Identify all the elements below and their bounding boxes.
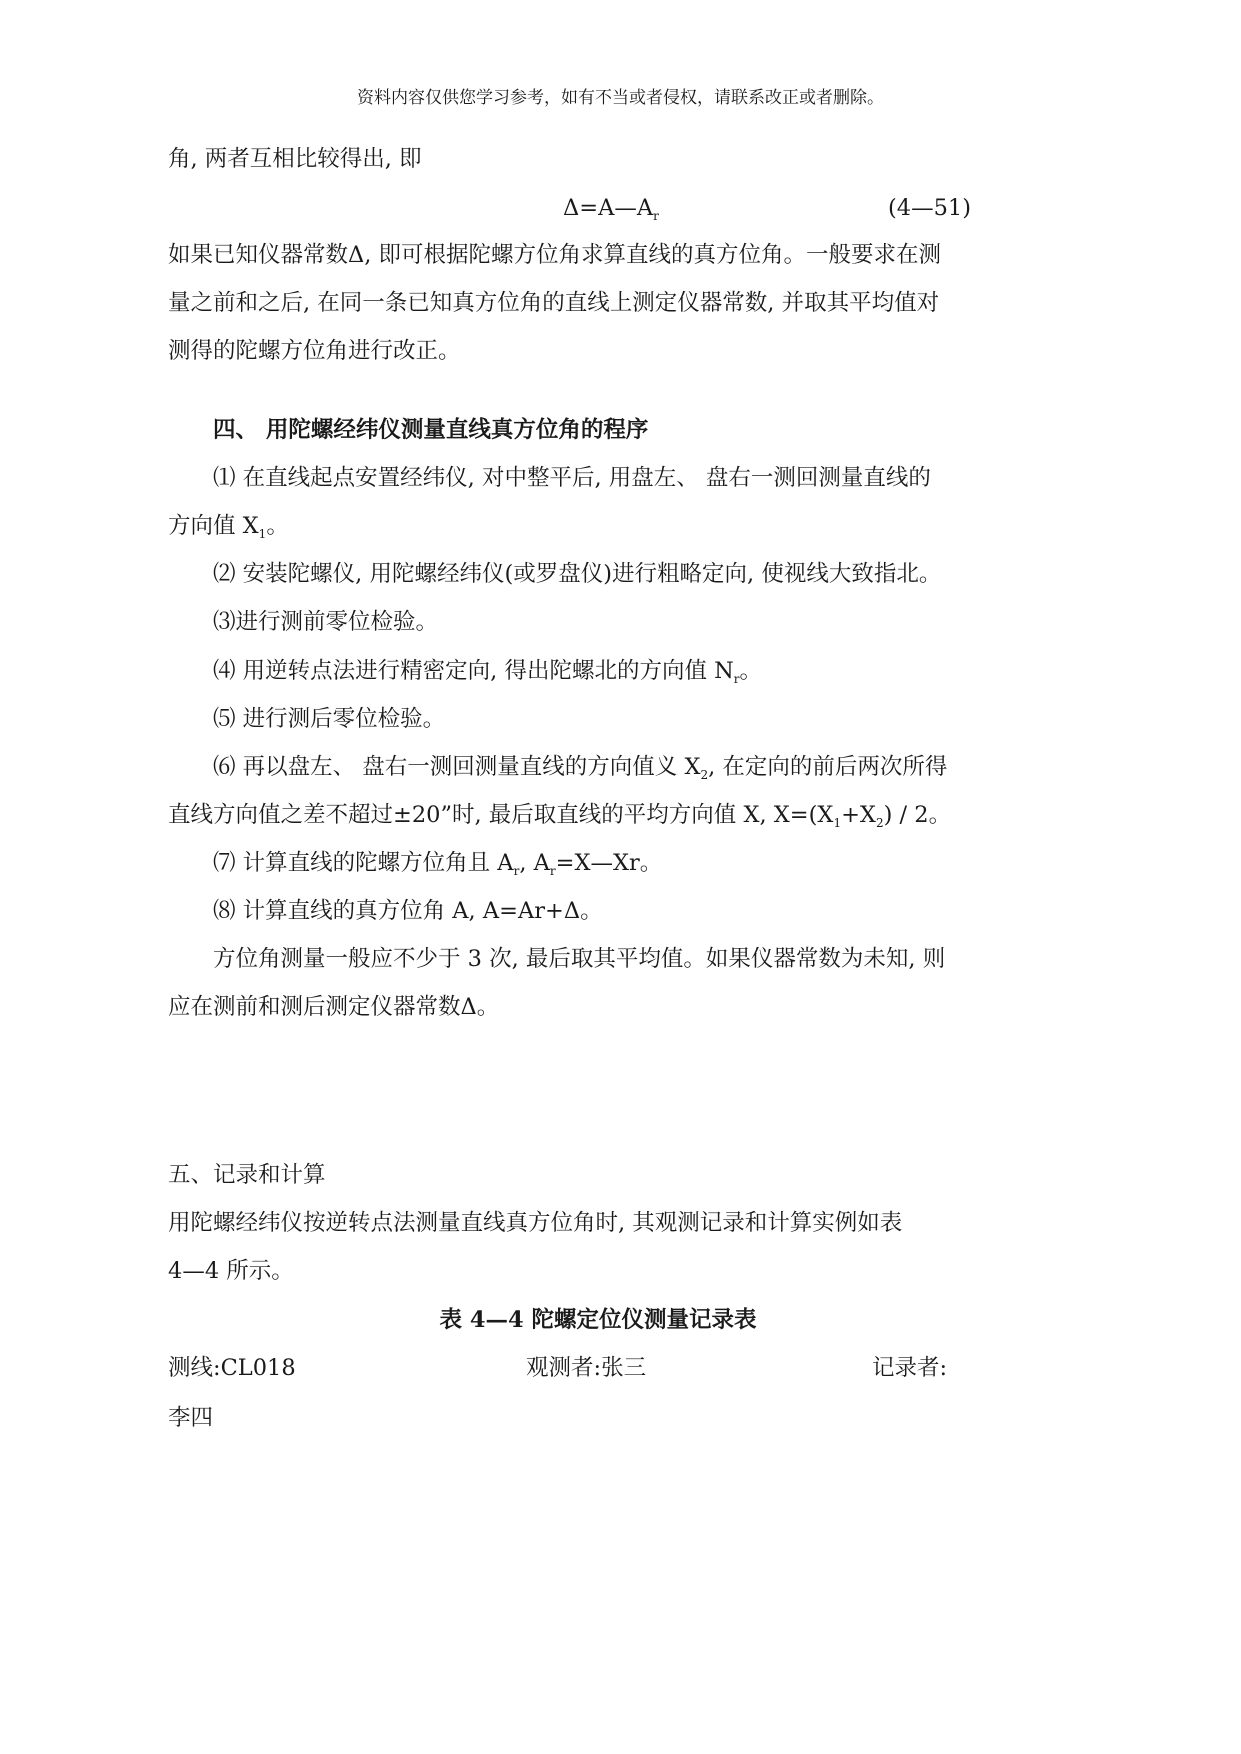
formula-text: Δ=A—A bbox=[563, 195, 654, 221]
subscript: 1 bbox=[833, 816, 842, 830]
paragraph-line: 应在测前和测后测定仪器常数Δ。 bbox=[168, 994, 500, 1020]
paragraph-line: 角, 两者互相比较得出, 即 bbox=[168, 146, 422, 172]
equation-number: (4—51) bbox=[888, 195, 972, 221]
step-line bbox=[168, 510, 289, 542]
paragraph-line: 测得的陀螺方位角进行改正。 bbox=[168, 338, 461, 364]
subscript: r bbox=[549, 864, 556, 878]
step-text: ⑷ 用逆转点法进行精密定向, 得出陀螺北的方向值 N bbox=[213, 658, 734, 684]
paragraph-line: 量之前和之后, 在同一条已知真方位角的直线上测定仪器常数, 并取其平均值对 bbox=[168, 290, 940, 316]
subscript: 1 bbox=[258, 527, 267, 541]
step-line: ⑸ 进行测后零位检验。 bbox=[213, 706, 446, 732]
subscript: 2 bbox=[875, 816, 884, 830]
survey-line-label: 测线:CL018 bbox=[168, 1355, 296, 1381]
step-text: ⑹ 再以盘左、 盘右一测回测量直线的方向值义 X bbox=[213, 754, 701, 780]
step-text: +X bbox=[841, 802, 876, 828]
recorder-name: 李四 bbox=[168, 1405, 214, 1431]
table-title: 表 4—4 陀螺定位仪测量记录表 bbox=[439, 1307, 757, 1333]
step-line bbox=[213, 751, 947, 783]
observer-label: 观测者:张三 bbox=[526, 1355, 647, 1381]
section-heading: 四、 用陀螺经纬仪测量直线真方位角的程序 bbox=[213, 417, 649, 443]
step-text: =X—Xr。 bbox=[555, 850, 663, 876]
subscript: r bbox=[733, 672, 740, 686]
page-header: 资料内容仅供您学习参考，如有不当或者侵权，请联系改正或者删除。 bbox=[357, 88, 884, 108]
step-line: ⑻ 计算直线的真方位角 A, A=Ar+Δ。 bbox=[213, 898, 603, 924]
step-text: 直线方向值之差不超过±20”时, 最后取直线的平均方向值 X, X=(X bbox=[168, 802, 834, 828]
subscript: r bbox=[513, 864, 520, 878]
recorder-label: 记录者: bbox=[872, 1355, 948, 1381]
step-line: ⑴ 在直线起点安置经纬仪, 对中整平后, 用盘左、 盘右一测回测量直线的 bbox=[213, 465, 931, 491]
step-line bbox=[213, 847, 662, 879]
step-text: , A bbox=[519, 850, 550, 876]
step-line bbox=[213, 655, 762, 687]
step-line: ⑶进行测前零位检验。 bbox=[213, 609, 439, 635]
paragraph-line: 用陀螺经纬仪按逆转点法测量直线真方位角时, 其观测记录和计算实例如表 bbox=[168, 1210, 903, 1236]
step-text: ⑺ 计算直线的陀螺方位角且 A bbox=[213, 850, 514, 876]
formula-expression bbox=[563, 192, 659, 224]
step-text: ) / 2。 bbox=[883, 802, 952, 828]
step-line: ⑵ 安装陀螺仪, 用陀螺经纬仪(或罗盘仪)进行粗略定向, 使视线大致指北。 bbox=[213, 561, 942, 587]
step-text: , 在定向的前后两次所得 bbox=[708, 754, 948, 780]
section-heading: 五、记录和计算 bbox=[168, 1162, 326, 1188]
subscript: 2 bbox=[700, 768, 709, 782]
formula-subscript: r bbox=[653, 209, 659, 223]
step-text: 。 bbox=[266, 513, 289, 539]
paragraph-line: 4—4 所示。 bbox=[168, 1258, 294, 1284]
paragraph-line: 方位角测量一般应不少于 3 次, 最后取其平均值。如果仪器常数为未知, 则 bbox=[213, 946, 946, 972]
paragraph-line: 如果已知仪器常数Δ, 即可根据陀螺方位角求算直线的真方位角。一般要求在测 bbox=[168, 242, 942, 268]
step-text: 。 bbox=[739, 658, 763, 684]
step-text: 方向值 X bbox=[168, 513, 259, 539]
step-line bbox=[168, 799, 951, 831]
